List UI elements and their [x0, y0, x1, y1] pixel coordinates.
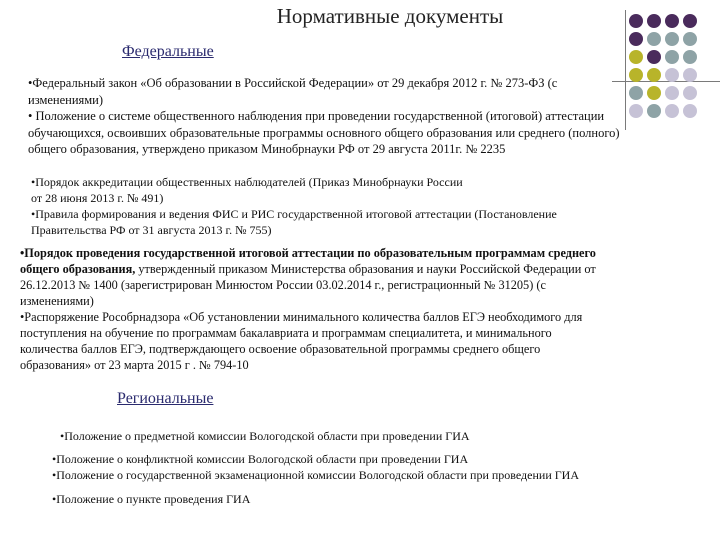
text-line: образования» от 23 марта 2015 г . № 794-10: [20, 358, 249, 372]
bold-text: общего образования,: [20, 262, 136, 276]
text-line: •Правила формирования и ведения ФИС и РИС государственной итоговой аттестации (Постановление: [31, 207, 557, 221]
text-line: 26.12.2013 № 1400 (зарегистрирован Минюстом России 03.02.2014 г., регистрационный № 31205) (с: [20, 278, 546, 292]
decor-dot: [629, 50, 643, 64]
decor-dot: [665, 104, 679, 118]
section-heading-federal: Федеральные: [122, 43, 214, 60]
text-line: •Федеральный закон «Об образовании в Российской Федерации» от 29 декабря 2012 г. № 273-ФЗ (с: [28, 76, 558, 90]
federal-block-3: [20, 245, 596, 373]
decor-dot: [629, 104, 643, 118]
text-line: общего образования, утверждено приказом Минобрнауки РФ от 29 августа 2011г. № 2235: [28, 142, 506, 156]
text-line: •Распоряжение Рособрнадзора «Об установлении минимального количества баллов ЕГЭ необходимого для: [20, 310, 583, 324]
decor-dot: [647, 50, 661, 64]
text-line: •Порядок аккредитации общественных наблюдателей (Приказ Минобрнауки России: [31, 175, 463, 189]
page-title: Нормативные документы: [276, 4, 504, 28]
decor-dot: [665, 86, 679, 100]
decor-dot: [629, 86, 643, 100]
decor-dot: [629, 68, 643, 82]
decor-dot: [683, 50, 697, 64]
decor-dot: [665, 32, 679, 46]
federal-block-1: [28, 75, 620, 158]
regional-item: •Положение о конфликтной комиссии Вологодской области при проведении ГИА: [52, 452, 469, 466]
regional-item: •Положение о государственной экзаменационной комиссии Вологодской области при проведении ГИА: [52, 468, 580, 482]
decor-dot: [647, 104, 661, 118]
text-line: [20, 261, 596, 277]
decor-dot: [683, 104, 697, 118]
text-line: обучающихся, освоивших образовательные программы основного общего образования или среднего (полного): [28, 125, 620, 140]
text-line: • Положение о системе общественного наблюдения при проведении государственной (итоговой) аттестации: [28, 109, 605, 123]
decor-dot: [683, 68, 697, 82]
text-line: Правительства РФ от 31 августа 2013 г. № 755): [31, 223, 272, 237]
decor-dot: [629, 32, 643, 46]
text-span: утвержденный приказом Министерства образования и науки Российской Федерации от: [135, 262, 596, 276]
decor-dot: [665, 68, 679, 82]
decor-dot: [683, 86, 697, 100]
text-line: изменениями): [28, 92, 104, 107]
regional-item: •Положение о пункте проведения ГИА: [52, 492, 251, 506]
bold-text: •Порядок проведения государственной итоговой аттестации по образовательным программам среднего: [20, 246, 596, 260]
decor-dot: [647, 86, 661, 100]
text-line: от 28 июня 2013 г. № 491): [31, 191, 164, 205]
decor-dot: [683, 32, 697, 46]
decor-dot: [647, 68, 661, 82]
decorative-dot-grid: [629, 14, 720, 124]
federal-block-2: [31, 174, 557, 238]
decor-dot: [647, 32, 661, 46]
section-heading-regional: Региональные: [117, 390, 214, 407]
regional-item: •Положение о предметной комиссии Вологодской области при проведении ГИА: [60, 429, 470, 443]
text-line: количества баллов ЕГЭ, подтверждающего освоение образовательной программы среднего общего: [20, 342, 541, 356]
text-line: [20, 245, 596, 261]
text-line: поступления на обучение по программам бакалавриата и программам специалитета, и минимального: [20, 326, 552, 340]
text-line: изменениями): [20, 294, 94, 308]
decor-dot: [665, 50, 679, 64]
